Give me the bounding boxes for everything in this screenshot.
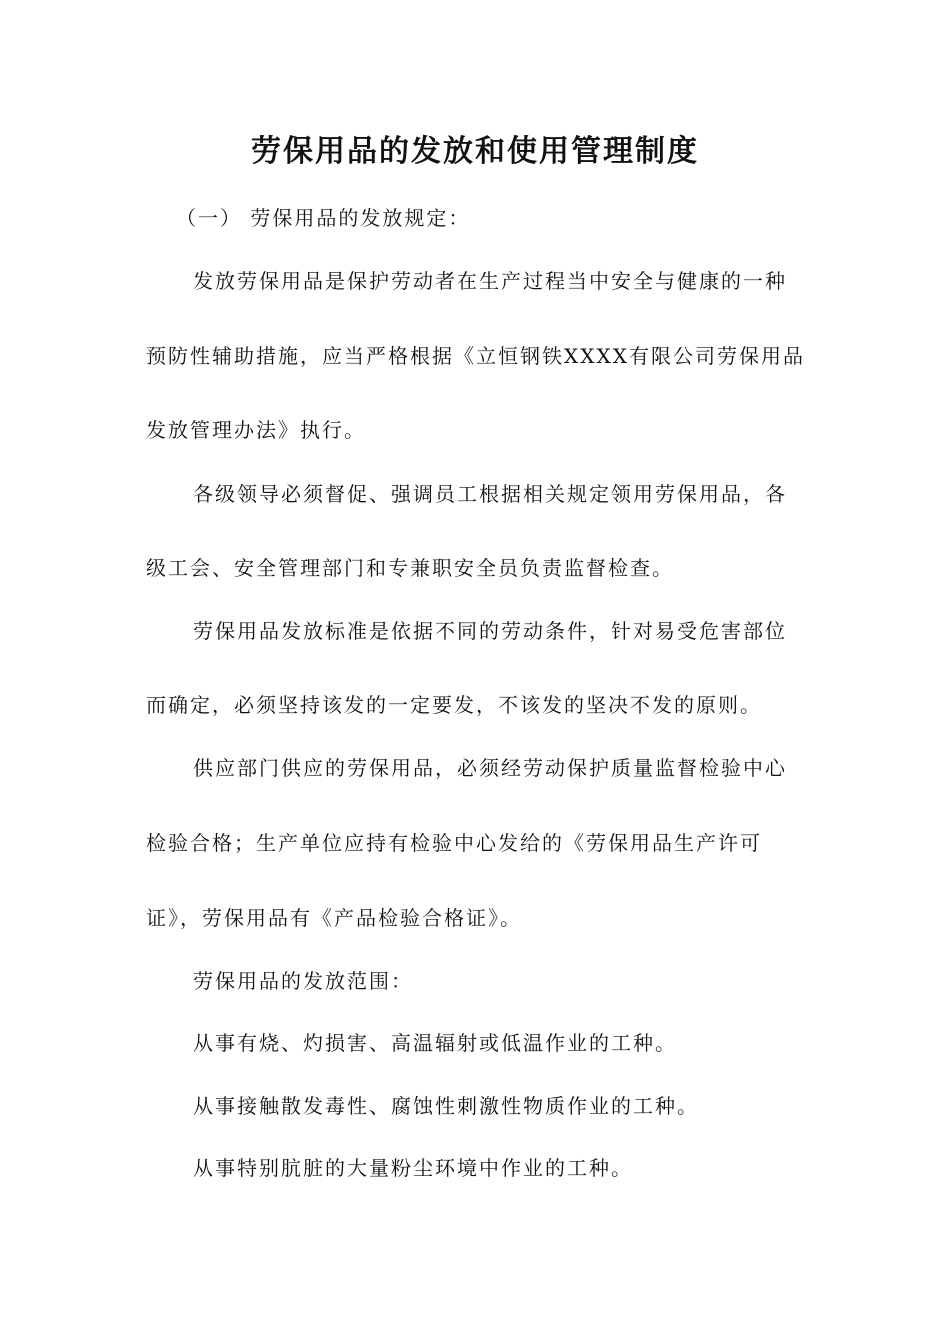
paragraph-line: 而确定，必须坚持该发的一定要发，不该发的坚决不发的原则。 xyxy=(146,693,762,717)
paragraph-line: 各级领导必须督促、强调员工根据相关规定领用劳保用品，各 xyxy=(193,482,787,506)
list-item: 从事接触散发毒性、腐蚀性刺激性物质作业的工种。 xyxy=(193,1094,699,1118)
paragraph-line: 预防性辅助措施，应当严格根据《立恒钢铁XXXX有限公司劳保用品 xyxy=(146,344,805,368)
list-item: 从事有烧、灼损害、高温辐射或低温作业的工种。 xyxy=(193,1031,677,1055)
list-item: 从事特别肮脏的大量粉尘环境中作业的工种。 xyxy=(193,1156,633,1180)
document-title: 劳保用品的发放和使用管理制度 xyxy=(251,134,699,169)
section-heading: （一） 劳保用品的发放规定： xyxy=(176,206,471,230)
paragraph-line: 级工会、安全管理部门和专兼职安全员负责监督检查。 xyxy=(146,556,674,580)
paragraph-line: 发放管理办法》执行。 xyxy=(146,418,366,442)
paragraph-line: 检验合格；生产单位应持有检验中心发给的《劳保用品生产许可 xyxy=(146,831,762,855)
paragraph-line: 供应部门供应的劳保用品，必须经劳动保护质量监督检验中心 xyxy=(193,756,787,780)
paragraph-line: 发放劳保用品是保护劳动者在生产过程当中安全与健康的一种 xyxy=(193,269,787,293)
list-heading: 劳保用品的发放范围： xyxy=(193,969,413,993)
paragraph-line: 证》，劳保用品有《产品检验合格证》。 xyxy=(146,906,522,930)
paragraph-line: 劳保用品发放标准是依据不同的劳动条件，针对易受危害部位 xyxy=(193,619,787,643)
